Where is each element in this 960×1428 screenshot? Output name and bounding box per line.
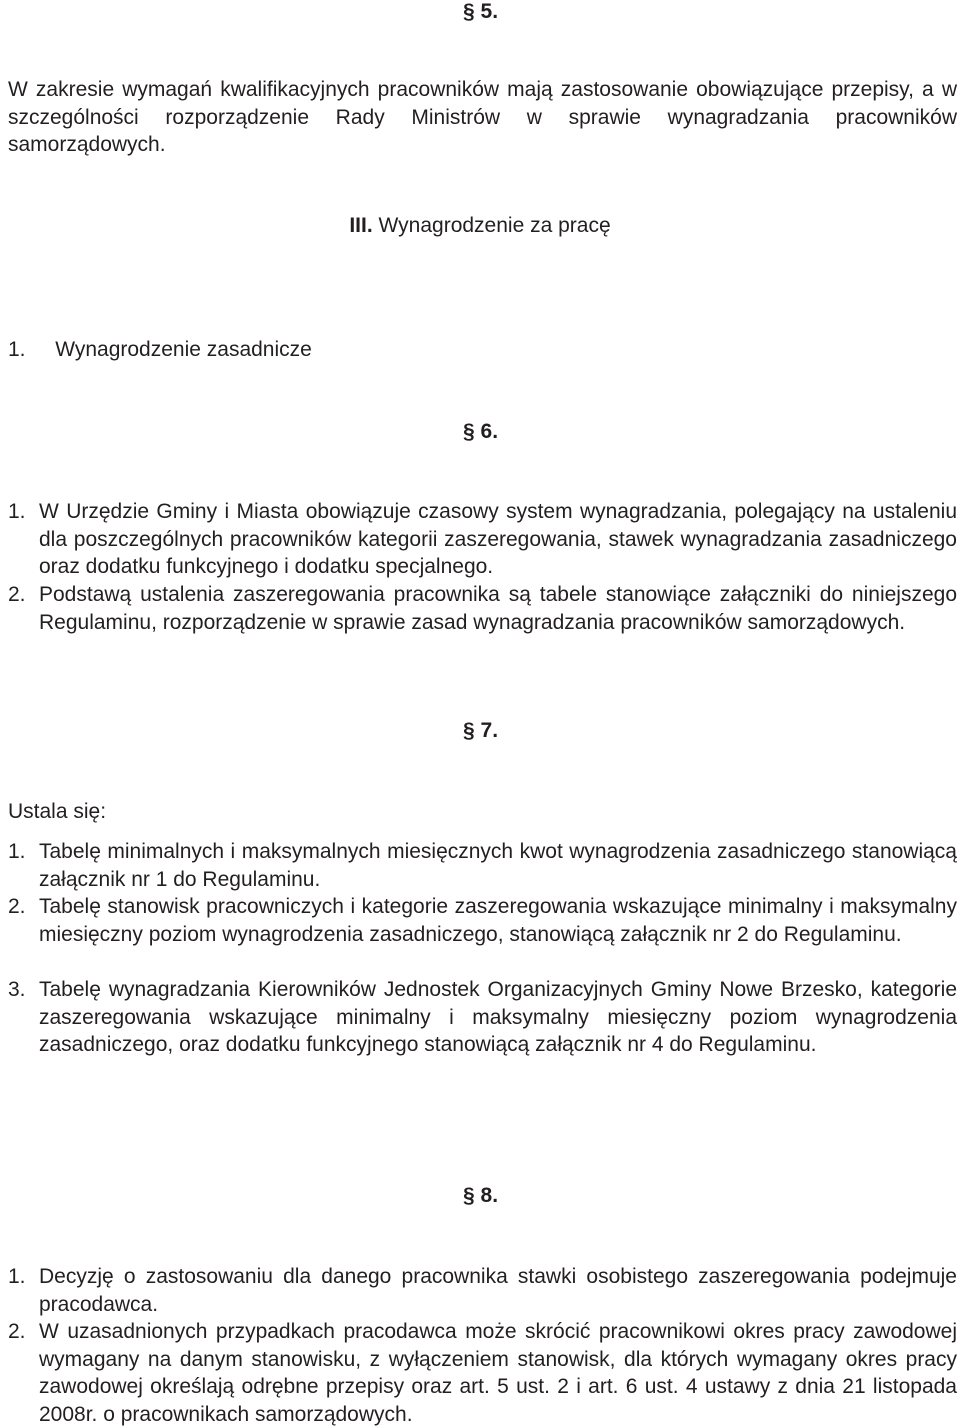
section-5-paragraph: W zakresie wymagań kwalifikacyjnych pracowników mają zastosowanie obowiązujące przepisy, a w szczególności rozporządzenie Rady Ministrów w sprawie wynagradzania pracowników samorządowych. <box>8 78 957 156</box>
list-item-number: 2. <box>8 583 26 606</box>
list-item <box>8 838 957 893</box>
chapter-heading <box>0 212 960 240</box>
list-item-number: 2. <box>8 1320 26 1343</box>
list-item <box>8 893 957 948</box>
section-8-heading: § 8. <box>463 1184 499 1207</box>
chapter-number: III. <box>349 214 373 237</box>
list-item-text: Tabelę minimalnych i maksymalnych miesięcznych kwot wynagrodzenia zasadniczego stanowiącą załącznik nr 1 do Regulaminu. <box>39 840 957 891</box>
list-item-number: 1. <box>8 500 26 523</box>
chapter-title: Wynagrodzenie za pracę <box>378 214 611 237</box>
list-item-number: 1. <box>8 840 26 863</box>
list-item <box>8 1318 957 1428</box>
section-6-heading: § 6. <box>463 420 499 443</box>
list-item-number: 3. <box>8 978 26 1001</box>
list-item <box>8 581 957 636</box>
list-item-number: 2. <box>8 895 26 918</box>
section-7-intro: Ustala się: <box>8 800 107 823</box>
list-item-text: Tabelę stanowisk pracowniczych i kategorie zaszeregowania wskazujące minimalny i maksymalny miesięczny poziom wynagrodzenia zasadniczego, stanowiącą załącznik nr 2 do Regulaminu. <box>39 895 957 946</box>
list-item <box>8 1263 957 1318</box>
list-item-text: W uzasadnionych przypadkach pracodawca może skrócić pracownikowi okres pracy zawodowej wymagany na danym stanowisku, z wyłączeniem stanowisk, dla których wymagany okres pracy zawodowej określają odrębne przepisy oraz art. 5 ust. 2 i art. 6 ust. 4 ustawy z dnia 21 listopada 2008r. o pracownikach samorządowych. <box>39 1320 957 1426</box>
list-item-text: Podstawą ustalenia zaszeregowania pracownika są tabele stanowiące załączniki do niniejszego Regulaminu, rozporządzenie w sprawie zasad wynagradzania pracowników samorządowych. <box>39 583 957 634</box>
subheading-number: 1. <box>8 338 26 361</box>
section-7-heading: § 7. <box>463 719 499 742</box>
list-item-text: W Urzędzie Gminy i Miasta obowiązuje czasowy system wynagradzania, polegający na ustaleniu dla poszczególnych pracowników kategorii zaszeregowania, stawek wynagradzania zasadniczego oraz dodatku funkcyjnego i dodatku specjalnego. <box>39 500 957 578</box>
subheading <box>8 336 312 364</box>
section-5-heading: § 5. <box>463 0 499 23</box>
list-item-text: Decyzję o zastosowaniu dla danego pracownika stawki osobistego zaszeregowania podejmuje pracodawca. <box>39 1265 957 1316</box>
list-item <box>8 498 957 581</box>
subheading-title: Wynagrodzenie zasadnicze <box>55 338 312 361</box>
list-item <box>8 976 957 1059</box>
list-item-text: Tabelę wynagradzania Kierowników Jednostek Organizacyjnych Gminy Nowe Brzesko, kategorie zaszeregowania wskazujące minimalny i maksymalny miesięczny poziom wynagrodzenia zasadniczego, oraz dodatku funkcyjnego stanowiącą załącznik nr 4 do Regulaminu. <box>39 978 957 1056</box>
list-item-number: 1. <box>8 1265 26 1288</box>
